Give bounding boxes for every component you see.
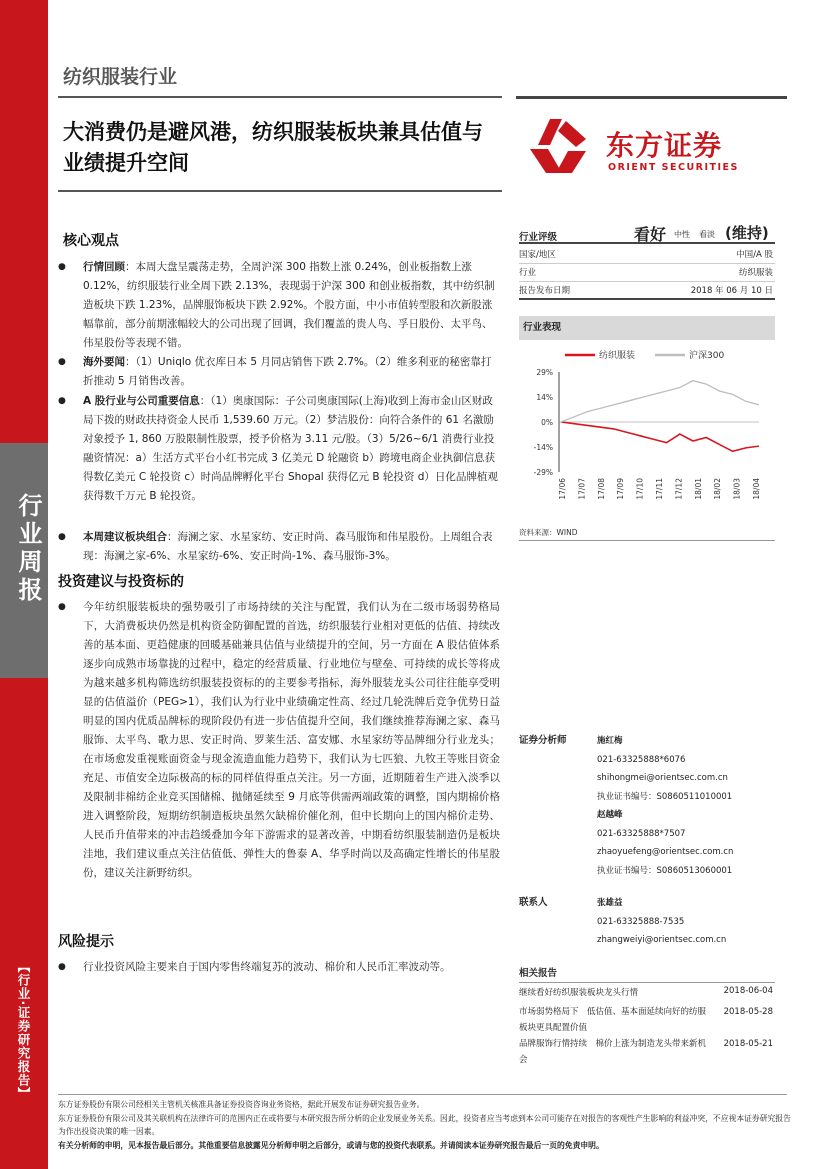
report-type-tab	[0, 443, 48, 678]
logo-text: 东方证券	[606, 129, 723, 162]
rating-row	[519, 222, 775, 244]
bullet-icon: ●	[58, 396, 66, 406]
footer-rule	[58, 1094, 787, 1095]
core-bullet-3: A 股行业与公司重要信息：（1）奥康国际：子公司奥康国际(上海)收到上海市金山区财政局下拨的财政扶持资金人民币 1,539.60 万元。（2）梦洁股份：向符合条件的 61 名激励对象授予 1, 860 万股限制性股票，授予价格为 3.11 元/股。（3）5/26~6/1 消费行业投融资情况：a）生活方式平台小红书完成 3 亿美元 D 轮融资 b）跨境电商企业执御信息获得数亿美元 C 轮投资 c）时尚品牌孵化平台 Shopal 获得亿元 B 轮投资 d）日化品牌植观获得数千万元 B 轮投资。	[83, 395, 498, 502]
x-tick-label: 18/03	[732, 478, 742, 500]
series-line-0	[561, 422, 759, 451]
rating-option-neutral: 中性	[674, 230, 690, 239]
chart-title: 行业表现	[519, 316, 775, 340]
info-row: 国家/地区 中国/A 股	[519, 246, 775, 264]
x-tick-label: 18/01	[693, 478, 703, 500]
headline: 大消费仍是避风港，纺织服装板块兼具估值与业绩提升空间	[63, 120, 483, 175]
analyst-label: 证券分析师	[519, 735, 567, 746]
y-tick-label: 14%	[536, 393, 553, 402]
footer: 东方证券股份有限公司经相关主管机关核准具备证券投资咨询业务资格，据此开展发布证券研究报告业务。 东方证券股份有限公司及其关联机构在法律许可的范围内正在或将要与本研究报告所分析的企业发展业务关系。因此，投资者应当考虑到本公司可能存在对报告的客观性产生影响的利益冲突，不应视本证券研究报告为作出投资决策的唯一因素。 有关分析师的申明，见本报告最后部分。其他重要信息披露见分析师申明之后部分，或请与您的投资代表联系。并请阅读本证券研究报告最后一页的免责申明。	[58, 1100, 791, 1150]
y-tick-label: 29%	[536, 368, 553, 377]
risk-paragraph: 行业投资风险主要来自于国内零售终端复苏的波动、棉价和人民币汇率波动等。	[83, 961, 451, 973]
invest-title: 投资建议与投资标的	[58, 574, 184, 590]
analyst-1: 施红梅 021-63325888*6076 shihongmei@orientsec.com.cn 执业证书编号：S0860511010001 赵越峰 021-63325888*7507 zhaoyuefeng@orientsec.com.cn 执业证书编号：S0860513060001	[597, 736, 734, 876]
info-row: 行业 纺织服装	[519, 264, 775, 282]
x-tick-label: 17/10	[635, 478, 645, 500]
legend-label-0: 纺织服装	[599, 351, 636, 361]
x-tick-label: 18/04	[752, 478, 761, 500]
report-tag: 【行业·证券研究报告】	[16, 960, 31, 1101]
x-tick-label: 17/12	[674, 478, 684, 500]
x-tick-label: 17/07	[577, 478, 587, 500]
legend-label-1: 沪深300	[689, 351, 725, 361]
invest-paragraph: 今年纺织服装板块的强势吸引了市场持续的关注与配置，我们认为在二级市场弱势格局下，大消费板块仍然是机构资金防御配置的首选，纺织服装行业相对更低的估值、持续改善的基本面、更趋健康的回暖基础兼具估值与业绩提升的空间，另一方面在 A 股估值体系逐步向成熟市场靠拢的过程中，稳定的经营质量、行业地位与壁垒、可持续的成长等将成为越来越多机构筛选纺织服装投资标的的主要参考指标，海外服装龙头公司往往能享受明显的估值溢价（PEG>1），我们认为行业中业绩确定性高、经过几轮洗牌后竞争优势日益明显的国内优质品牌标的现阶段仍有进一步估值提升空间，我们继续推荐海澜之家、森马服饰、太平鸟、歌力思、安正时尚、罗莱生活、富安娜、水星家纺等品牌细分行业龙头；在市场愈发重视账面资金与现金流造血能力趋势下，我们认为七匹狼、九牧王等账目资金充足、市值安全边际极高的标的同样值得重点关注。另一方面，近期随着生产进入淡季以及限制非棉纺企业竞买国储棉、抛储延续至 9 月底等供需两端政策的调整，国内期棉价格进入调整阶段，短期纺织制造板块虽然欠缺棉价催化剂，但中长期向上的国内棉价走势、人民币升值带来的冲击趋缓叠加今年下游需求的显著改善，中期看纺织服装制造仍是板块洼地，我们建议重点关注估值低、弹性大的鲁泰 A、华孚时尚以及高确定性增长的伟星股份，建议关注新野纺织。	[83, 601, 500, 879]
logo-icon	[528, 117, 598, 175]
sector-title: 纺织服装行业	[63, 66, 178, 88]
header-rule-right	[516, 96, 787, 99]
rating-value: 看好	[634, 225, 667, 244]
core-title: 核心观点	[63, 233, 119, 249]
bullet-icon: ●	[58, 962, 66, 972]
rating-current: (维持)	[725, 224, 769, 242]
x-tick-label: 17/11	[655, 478, 664, 500]
contact-person: 张雄益 021-63325888-7535 zhangweiyi@orientsec.com.cn	[597, 898, 727, 945]
y-tick-label: -29%	[533, 468, 553, 477]
related-title: 相关报告	[519, 965, 775, 983]
series-line-1	[561, 381, 759, 422]
header-rule	[58, 96, 502, 98]
related-item[interactable]: 品牌服饰行情持续 棉价上涨为制造龙头带来新机会 2018-05-21	[519, 1039, 773, 1065]
x-tick-label: 17/08	[596, 478, 606, 500]
bullet-icon: ●	[58, 357, 66, 367]
bullet-icon: ●	[58, 602, 66, 612]
core-bullet-1: 行情回顾：本周大盘呈震荡走势，全周沪深 300 指数上涨 0.24%，创业板指数上涨 0.12%，纺织服装行业全周下跌 2.13%，表现弱于沪深 300 和创业板指数，其中纺织制造板块下跌 1.23%，品牌服饰板块下跌 2.92%。个股方面，中小市值转型股和次新股涨幅靠前，部分前期涨幅较大的公司出现了回调，我们覆盖的贵人鸟、孚日股份、太平鸟、伟星股份等表现不错。	[83, 261, 495, 349]
y-tick-label: -14%	[533, 443, 553, 452]
rating-option-negative: 看淡	[699, 230, 715, 239]
headline-rule	[58, 190, 502, 192]
x-tick-label: 17/06	[558, 478, 567, 500]
chart-rule	[519, 540, 775, 541]
contact-label: 联系人	[519, 897, 548, 908]
x-tick-label: 17/09	[616, 478, 626, 500]
info-row: 报告发布日期 2018 年 06 月 10 日	[519, 282, 775, 300]
report-type: 行业周报	[14, 493, 42, 605]
core-bullet-2: 海外要闻：（1）Uniqlo 优衣库日本 5 月同店销售下跌 2.7%。（2）维多利亚的秘密靠打折推动 5 月销售改善。	[83, 356, 492, 387]
bullet-icon: ●	[58, 262, 66, 272]
rating-label: 行业评级	[519, 232, 558, 243]
logo-subtext: ORIENT SECURITIES	[608, 162, 739, 173]
performance-chart	[519, 342, 775, 522]
chart-source: 资料来源：WIND	[519, 528, 578, 537]
y-tick-label: 0%	[541, 418, 553, 427]
related-item[interactable]: 市场弱势格局下 低估值、基本面延续向好的纺服板块更具配置价值 2018-05-28	[519, 1007, 773, 1033]
risk-title: 风险提示	[58, 934, 114, 950]
x-tick-label: 18/02	[713, 478, 723, 500]
bullet-icon: ●	[58, 532, 66, 542]
core-bullet-4: 本周建议板块组合：海澜之家、水星家纺、安正时尚、森马服饰和伟星股份。上周组合表现：海澜之家-6%、水星家纺-6%、安正时尚-1%、森马服饰-3%。	[83, 531, 493, 562]
related-item[interactable]: 继续看好纺织服装板块龙头行情 2018-06-04	[519, 986, 773, 998]
